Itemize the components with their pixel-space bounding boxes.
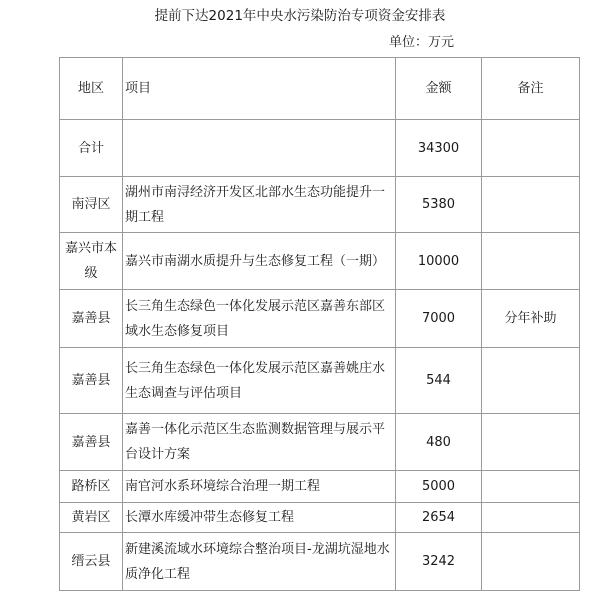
row-project: 长三角生态绿色一体化发展示范区嘉善姚庄水生态调查与评估项目 (123, 348, 396, 414)
row-project: 南官河水系环境综合治理一期工程 (123, 471, 396, 503)
table-row (60, 503, 580, 533)
table-header-row (60, 58, 580, 120)
row-project: 嘉兴市南湖水质提升与生态修复工程（一期） (123, 233, 396, 290)
row-note (482, 348, 580, 414)
table-row (60, 290, 580, 348)
row-note (482, 177, 580, 233)
row-amount: 480 (396, 414, 482, 471)
row-amount: 5380 (396, 177, 482, 233)
row-amount: 3242 (396, 533, 482, 591)
row-amount: 7000 (396, 290, 482, 348)
total-amount: 34300 (396, 120, 482, 177)
row-note (482, 533, 580, 591)
row-project: 湖州市南浔经济开发区北部水生态功能提升一期工程 (123, 177, 396, 233)
table-row (60, 177, 580, 233)
row-note (482, 503, 580, 533)
table-row (60, 414, 580, 471)
total-project (123, 120, 396, 177)
table-row (60, 533, 580, 591)
row-region: 南浔区 (60, 177, 123, 233)
document-title: 提前下达2021年中央水污染防治专项资金安排表 (154, 8, 446, 24)
total-note (482, 120, 580, 177)
table-row (60, 348, 580, 414)
row-region: 嘉兴市本级 (60, 233, 123, 290)
header-amount: 金额 (396, 58, 482, 120)
row-region: 黄岩区 (60, 503, 123, 533)
row-project: 长潭水库缓冲带生态修复工程 (123, 503, 396, 533)
table-row (60, 471, 580, 503)
row-amount: 544 (396, 348, 482, 414)
row-note: 分年补助 (482, 290, 580, 348)
row-note (482, 233, 580, 290)
funding-table (59, 57, 580, 591)
row-project: 嘉善一体化示范区生态监测数据管理与展示平台设计方案 (123, 414, 396, 471)
row-note (482, 471, 580, 503)
header-region: 地区 (60, 58, 123, 120)
row-amount: 2654 (396, 503, 482, 533)
row-amount: 5000 (396, 471, 482, 503)
header-note: 备注 (482, 58, 580, 120)
row-region: 嘉善县 (60, 414, 123, 471)
row-region: 缙云县 (60, 533, 123, 591)
table-row (60, 233, 580, 290)
row-region: 嘉善县 (60, 290, 123, 348)
header-project: 项目 (123, 58, 396, 120)
row-project: 新建溪流域水环境综合整治项目-龙湖坑湿地水质净化工程 (123, 533, 396, 591)
row-amount: 10000 (396, 233, 482, 290)
row-project: 长三角生态绿色一体化发展示范区嘉善东部区域水生态修复项目 (123, 290, 396, 348)
total-label: 合计 (60, 120, 123, 177)
row-region: 嘉善县 (60, 348, 123, 414)
total-row (60, 120, 580, 177)
row-note (482, 414, 580, 471)
unit-label: 单位：万元 (388, 35, 454, 50)
row-region: 路桥区 (60, 471, 123, 503)
